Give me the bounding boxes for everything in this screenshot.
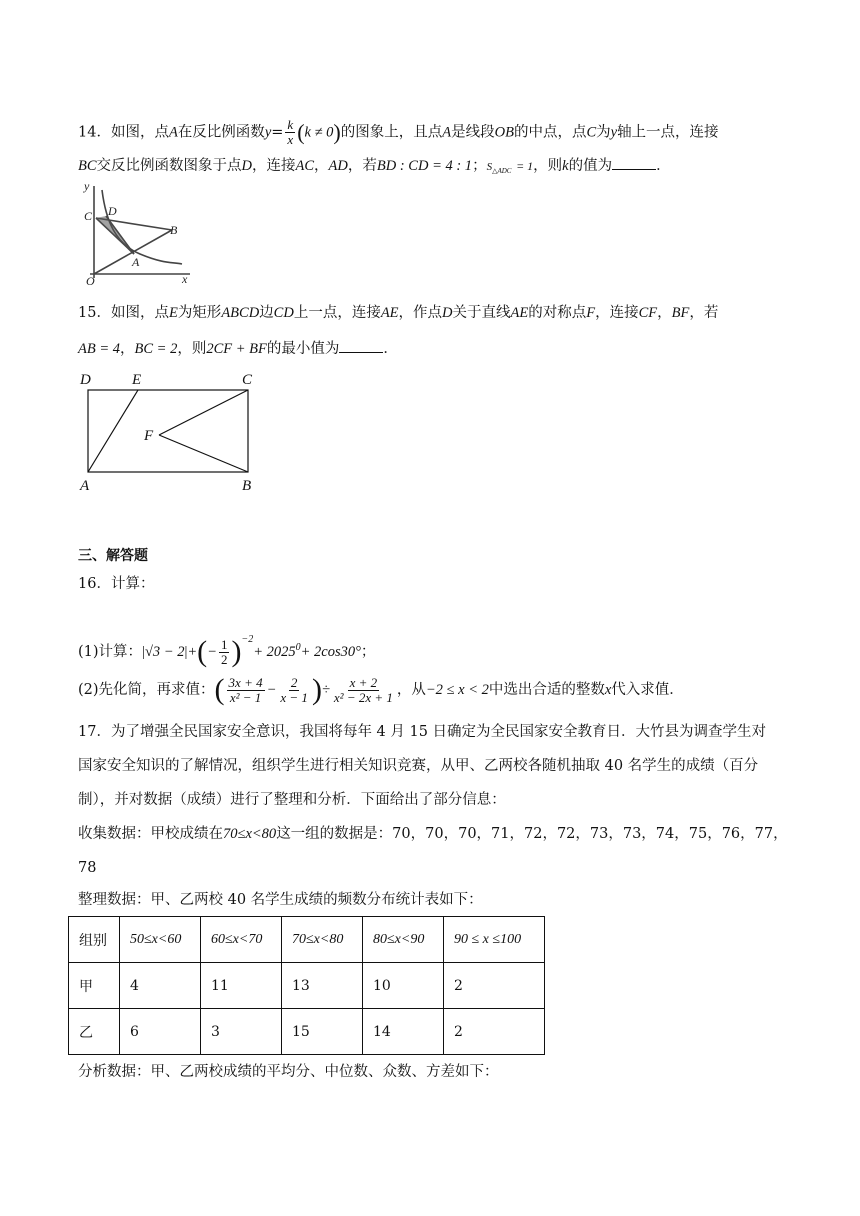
q16-part2: (2)先化简，再求值：( $\frac{3x + 4}{\text{x² − 1}}$ − $\frac{2}{x - 1}$ )÷ $\frac{x + 2}{\text{x² − 2x + 1}}$ ，从−2 ≤ x < 2中选出合适的整数x代入求值． [78,673,684,706]
table-cell: 2 [444,1009,545,1055]
q14-answer-blank[interactable] [612,155,656,170]
table-cell: 13 [282,963,363,1009]
table-row [69,1009,545,1055]
q17-line2: 国家安全知识的了解情况，组织学生进行相关知识竞赛，从甲、乙两校各随机抽取 40 名学生的成绩（百分 [78,758,759,774]
q17-collect-cont: 78 [78,860,97,876]
q17-line3: 制），并对数据（成绩）进行了整理和分析．下面给出了部分信息： [78,792,506,808]
table-header-row [69,917,545,963]
q14-line1: 14．如图，点A在反比例函数y= $\frac{k}{x}$ (k ≠ 0)的图象上，且点A是线段OB的中点，点C为y轴上一点，连接 [78,117,719,147]
table-row [69,963,545,1009]
q15-answer-blank[interactable] [339,338,383,353]
fig15-label-e: E [132,372,142,388]
table-header-cell: 组别 [69,917,120,963]
fig15-label-a: A [80,478,90,494]
q17-organize: 整理数据：甲、乙两校 40 名学生成绩的频数分布统计表如下： [78,892,483,908]
fig15-label-b: B [242,478,252,494]
fig14-label-b: B [170,223,178,237]
q14-line2: BC交反比例函数图象于点D，连接AC，AD，若BD : CD = 4 : 1；$S_{\triangle ADC} = 1$，则k的值为 ． [78,155,671,181]
q14-figure [82,182,194,286]
table-cell: 3 [201,1009,282,1055]
table-cell: 15 [282,1009,363,1055]
q16-p1-fraction: $\frac{1}{2}$ [220,636,228,667]
table-cell: 甲 [69,963,120,1009]
q16-p2-fraction-1: $\frac{3x + 4}{\text{x² − 1}}$ [228,674,263,705]
q15-figure [72,368,272,494]
area-symbol: $S_{\triangle ADC}$ [486,161,512,176]
table-cell: 6 [120,1009,201,1055]
segment-fb [159,435,248,472]
frequency-table [68,916,545,1055]
q15-line1: 15．如图，点E为矩形ABCD边CD上一点，连接AE，作点D关于直线AE的对称点F，连接CF，BF，若 [78,305,719,321]
table-cell: 14 [363,1009,444,1055]
q15-line2: AB = 4，BC = 2，则2CF + BF的最小值为 ． [78,338,398,359]
segment-ae [88,390,138,472]
fig14-label-c: C [84,209,93,223]
table-header-cell: 80≤x<90 [363,917,444,963]
q16-part1: (1)计算：|√3 − 2|+(− $\frac{1}{2}$ )$^{-2}+ 2025^0+ 2\cos 30^\circ$； [78,634,376,668]
section-title: 三、解答题 [78,548,148,564]
table-cell: 2 [444,963,545,1009]
table-header-cell: 60≤x<70 [201,917,282,963]
q17-collect: 收集数据：甲校成绩在70≤x<80这一组的数据是：70，70，70，71，72，72，73，73，74，75，76，77， [78,826,788,842]
fig14-label-x: x [182,272,188,286]
q14-func-fraction: $\frac{k}{x}$ [287,117,294,147]
fig15-label-c: C [242,372,253,388]
q16-p2-fraction-3: $\frac{x + 2}{\text{x² − 2x + 1}}$ [333,674,393,705]
table-header-cell: 70≤x<80 [282,917,363,963]
table-cell: 乙 [69,1009,120,1055]
fig14-label-y: y [84,182,90,193]
fig15-label-d: D [80,372,91,388]
segment-fc [159,390,248,435]
table-cell: 10 [363,963,444,1009]
table-cell: 11 [201,963,282,1009]
q17-line1: 17．为了增强全民国家安全意识，我国将每年 4 月 15 日确定为全民国家安全教育日．大竹县为调查学生对 [78,724,767,740]
q16-title: 16．计算： [78,576,155,592]
fig14-label-d: D [108,204,117,218]
fig15-label-f: F [144,428,154,444]
table-cell: 4 [120,963,201,1009]
q17-analyze: 分析数据：甲、乙两校成绩的平均分、中位数、众数、方差如下： [78,1064,499,1080]
fig14-label-o: O [86,274,95,286]
fig14-label-a: A [132,255,140,269]
table-header-cell: 50≤x<60 [120,917,201,963]
table-header-cell: 90 ≤ x ≤100 [444,917,545,963]
q16-p2-fraction-2: $\frac{2}{x - 1}$ [280,674,308,705]
